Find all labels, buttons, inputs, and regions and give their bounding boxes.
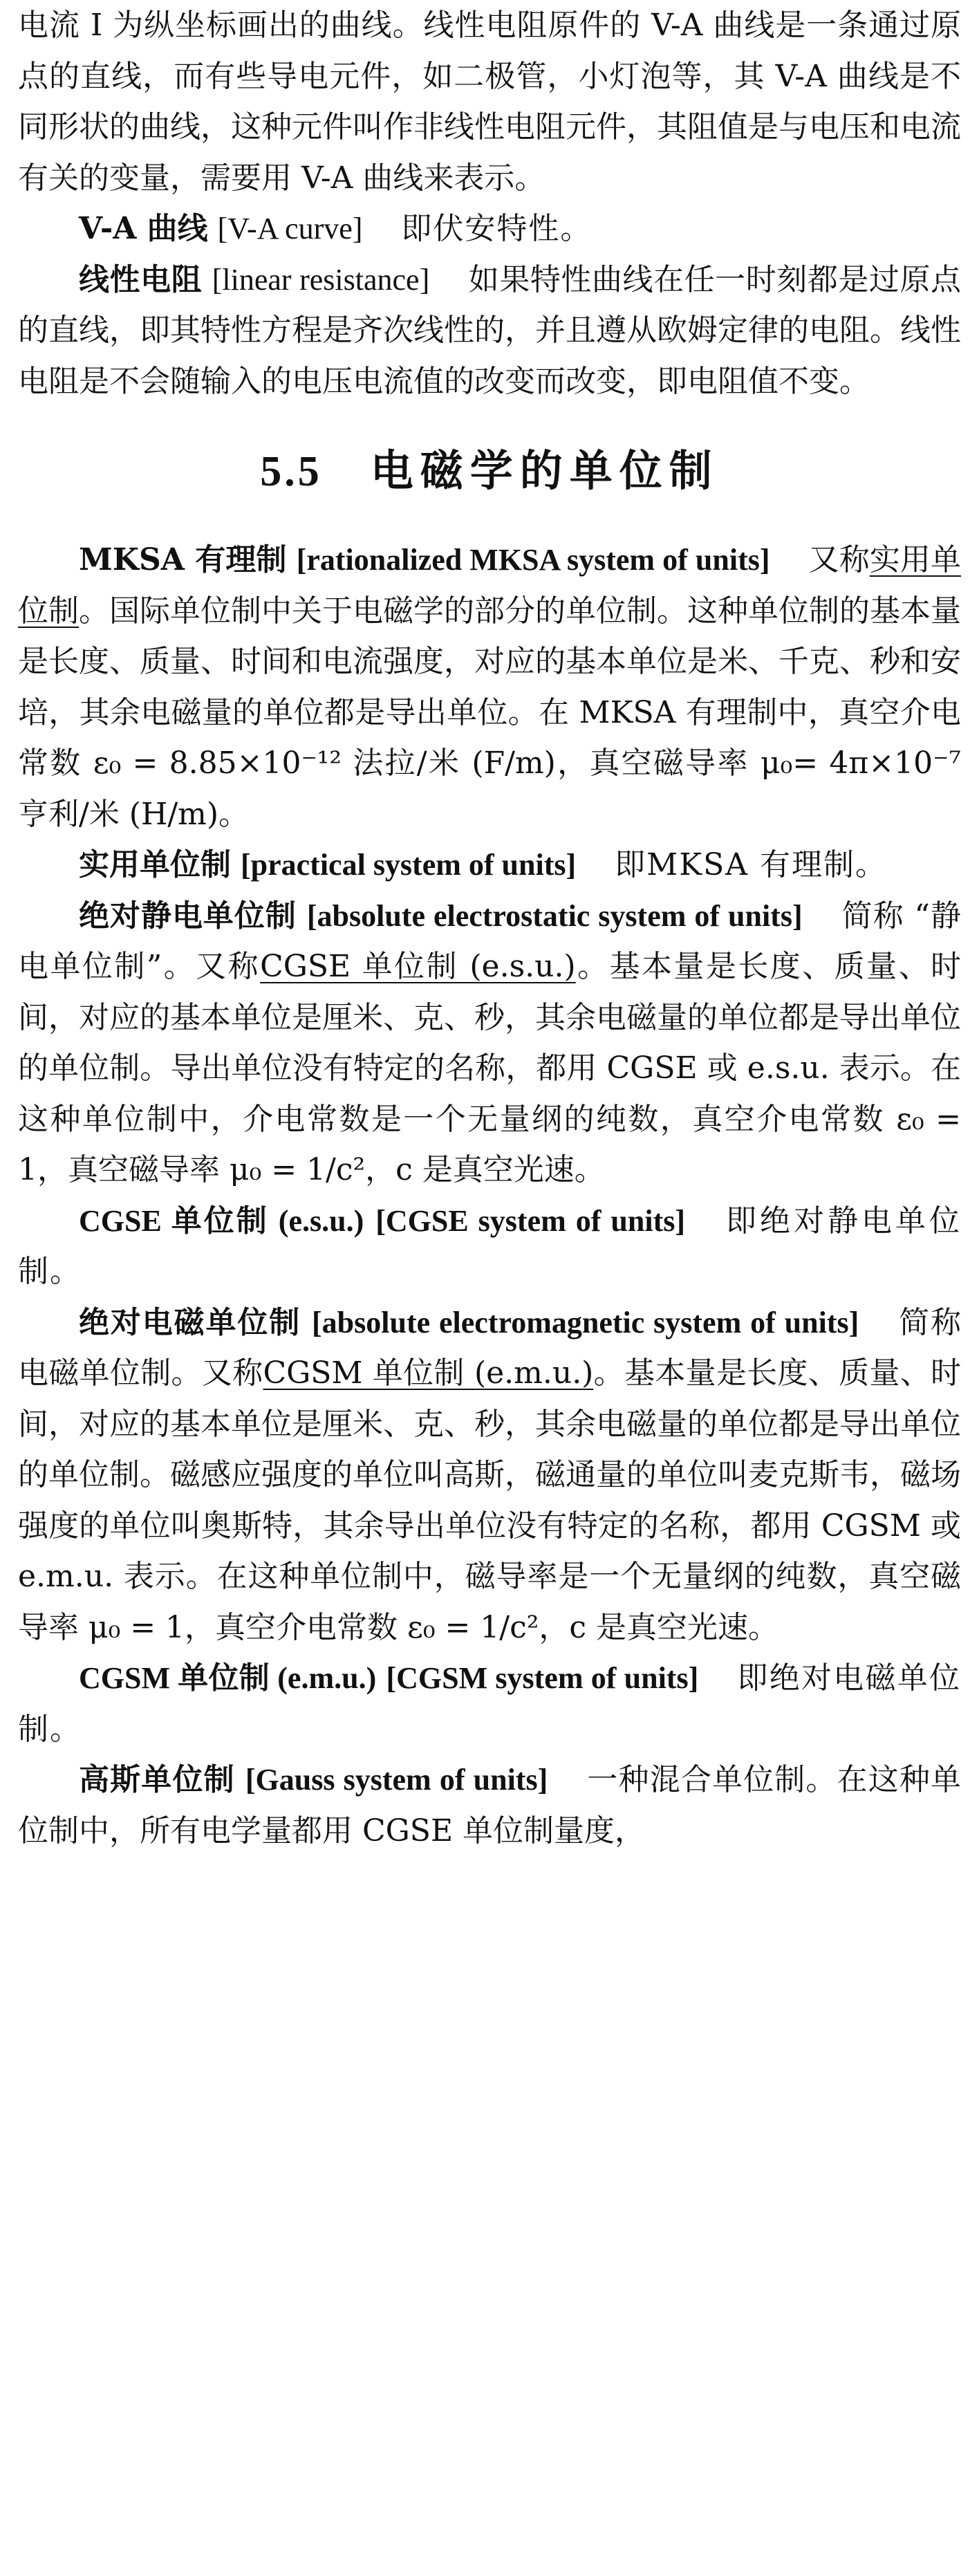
entry-term: V-A 曲线 <box>79 211 208 246</box>
entry-term: 绝对静电单位制 <box>79 898 297 934</box>
section-number: 5.5 <box>260 448 322 495</box>
entry-term: CGSM 单位制 (e.m.u.) <box>79 1661 377 1695</box>
entry-english: [absolute electromagnetic system of units] <box>312 1305 859 1340</box>
cross-reference-link[interactable]: CGSM 单位制 (e.m.u.) <box>263 1355 594 1391</box>
entry-emu <box>18 1297 961 1653</box>
entry-body: 即伏安特性。 <box>401 211 593 246</box>
entry-pre: 简称 “静电单位制”。又称 <box>18 898 961 984</box>
entry-term: 实用单位制 <box>79 847 231 882</box>
entry-body: 一种混合单位制。在这种单位制中，所有电学量都用 CGSE 单位制量度， <box>18 1762 962 1848</box>
entry-mksa <box>18 535 961 840</box>
entry-body: 即绝对静电单位制。 <box>18 1203 961 1289</box>
entry-english: [CGSM system of units] <box>386 1661 699 1695</box>
entry-body: 。国际单位制中关于电磁学的部分的单位制。这种单位制的基本量是长度、质量、时间和电流强度，对应的基本单位是米、千克、秒和安培，其余电磁量的单位都是导出单位。在 MKSA 有理制中，真空介电常数 ε₀ = 8.85×10⁻¹² 法拉/米 (F/m)，真空磁导率 μ₀= 4π×10⁻⁷ 亨利/米 (H/m)。 <box>18 593 961 832</box>
entry-pre: 又称 <box>808 542 870 577</box>
entry-esu <box>18 891 961 1196</box>
entry-va-curve <box>18 203 961 254</box>
entry-term: 高斯单位制 <box>79 1762 235 1797</box>
entry-english: [practical system of units] <box>241 848 577 882</box>
cross-reference-link[interactable]: CGSE 单位制 (e.s.u.) <box>260 949 576 984</box>
entry-body: 即MKSA 有理制。 <box>615 847 887 882</box>
entry-term: MKSA 有理制 <box>79 542 287 577</box>
section-title: 电磁学的单位制 <box>370 445 719 496</box>
entry-body: 。基本量是长度、质量、时间，对应的基本单位是厘米、克、秒，其余电磁量的单位都是导出单位的单位制。磁感应强度的单位叫高斯，磁通量的单位叫麦克斯韦，磁场强度的单位叫奥斯特，其余导出单位没有特定的名称，都用 CGSM 或 e.m.u. 表示。在这种单位制中，磁导率是一个无量纲的纯数，真空磁导率 μ₀ = 1，真空介电常数 ε₀ = 1/c²，c 是真空光速。 <box>18 1355 962 1645</box>
entry-gauss <box>18 1754 961 1856</box>
entry-body: 即绝对电磁单位制。 <box>18 1660 962 1747</box>
entry-english: [rationalized MKSA system of units] <box>296 543 770 577</box>
entry-term: 绝对电磁单位制 <box>79 1304 301 1340</box>
entry-term: 线性电阻 <box>79 261 203 297</box>
entry-practical <box>18 840 961 891</box>
entry-cgse <box>18 1196 961 1297</box>
entry-english: [V-A curve] <box>217 212 363 245</box>
entry-linear-resistance <box>18 254 961 407</box>
entry-body: 如果特性曲线在任一时刻都是过原点的直线，即其特性方程是齐次线性的，并且遵从欧姆定律的电阻。线性电阻是不会随输入的电压电流值的改变而改变，即电阻值不变。 <box>18 261 962 399</box>
document-page <box>18 0 961 1856</box>
entry-pre: 简称电磁单位制。又称 <box>18 1304 961 1391</box>
intro-paragraph: 电流 I 为纵坐标画出的曲线。线性电阻原件的 V-A 曲线是一条通过原点的直线，而有些导电元件，如二极管，小灯泡等，其 V-A 曲线是不同形状的曲线，这种元件叫作非线性电阻元件，其阻值是与电压和电流有关的变量，需要用 V-A 曲线来表示。 <box>18 8 961 196</box>
entry-body: 。基本量是长度、质量、时间，对应的基本单位是厘米、克、秒，其余电磁量的单位都是导出单位的单位制。导出单位没有特定的名称，都用 CGSE 或 e.s.u. 表示。在这种单位制中，介电常数是一个无量纲的纯数，真空介电常数 ε₀ = 1，真空磁导率 μ₀ = 1/c²，c 是真空光速。 <box>18 949 962 1187</box>
entry-english: [absolute electrostatic system of units] <box>306 898 803 933</box>
entry-english: [Gauss system of units] <box>245 1763 548 1797</box>
entry-english: [linear resistance] <box>212 262 430 297</box>
cross-reference-link[interactable]: 实用单位制 <box>18 542 962 629</box>
section-heading <box>18 440 961 503</box>
entry-term: CGSE 单位制 (e.s.u.) <box>79 1203 364 1238</box>
entry-cgsm <box>18 1653 961 1754</box>
entry-english: [CGSE system of units] <box>375 1203 686 1238</box>
